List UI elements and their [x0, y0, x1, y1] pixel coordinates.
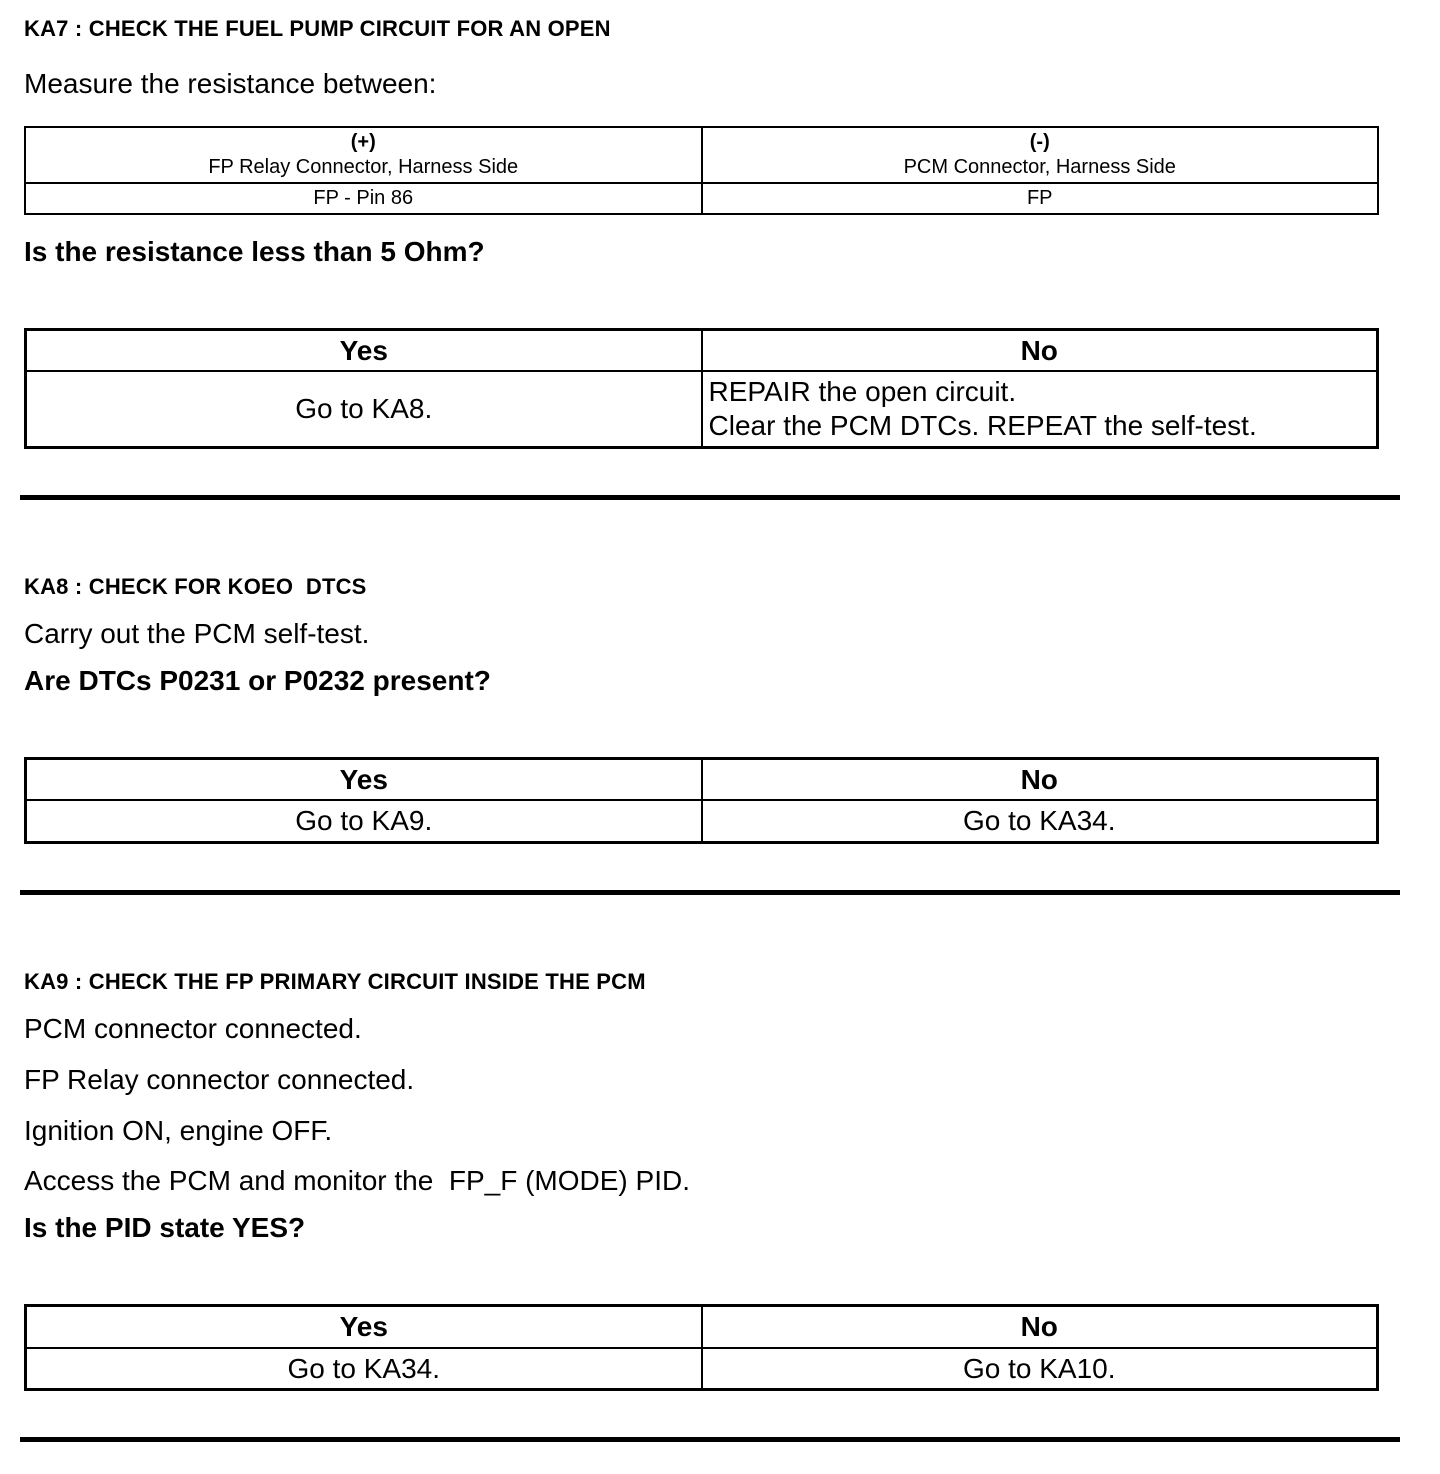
no-header: No — [702, 1306, 1378, 1348]
table-row — [25, 183, 1378, 214]
table-row — [26, 758, 1378, 800]
table-row — [26, 329, 1378, 371]
instruction-text: FP Relay connector connected. — [24, 1063, 415, 1095]
table-row — [26, 1348, 1378, 1390]
yes-action: Go to KA8. — [26, 371, 702, 447]
connector-label: PCM Connector, Harness Side — [903, 156, 1176, 179]
no-action-line: Clear the PCM DTCs. REPEAT the self-test. — [708, 410, 1257, 442]
no-action: Go to KA10. — [702, 1348, 1378, 1390]
measurement-table — [24, 126, 1379, 215]
measurement-pin-negative: FP — [702, 183, 1379, 214]
measurement-header-negative — [702, 127, 1379, 183]
decision-table — [24, 328, 1379, 449]
yes-header: Yes — [26, 1306, 702, 1348]
section-divider — [20, 495, 1400, 500]
measurement-header-positive — [25, 127, 702, 183]
instruction-text: Carry out the PCM self-test. — [24, 617, 370, 649]
instruction-text: Measure the resistance between: — [24, 68, 437, 100]
section-divider — [20, 1437, 1400, 1442]
table-row — [25, 127, 1378, 183]
section-title: KA9 : CHECK THE FP PRIMARY CIRCUIT INSIDE THE PCM — [24, 968, 646, 994]
no-action — [702, 371, 1378, 447]
yes-action: Go to KA9. — [26, 800, 702, 842]
instruction-text: Ignition ON, engine OFF. — [24, 1114, 333, 1146]
section-divider — [20, 890, 1400, 895]
no-header: No — [702, 758, 1378, 800]
section-title: KA7 : CHECK THE FUEL PUMP CIRCUIT FOR AN OPEN — [24, 16, 611, 41]
table-row — [26, 1306, 1378, 1348]
question-text: Are DTCs P0231 or P0232 present? — [24, 664, 491, 696]
section-ka9 — [24, 969, 1414, 1442]
polarity-label: (-) — [1029, 131, 1050, 154]
yes-action: Go to KA34. — [26, 1348, 702, 1390]
section-ka7 — [24, 16, 1414, 500]
question-text: Is the PID state YES? — [24, 1212, 306, 1244]
section-ka8 — [24, 574, 1414, 895]
section-title: KA8 : CHECK FOR KOEO DTCS — [24, 573, 367, 599]
connector-label: FP Relay Connector, Harness Side — [208, 156, 519, 179]
no-header: No — [702, 329, 1378, 371]
table-row — [26, 800, 1378, 842]
yes-header: Yes — [26, 758, 702, 800]
decision-table — [24, 757, 1379, 844]
polarity-label: (+) — [350, 131, 376, 154]
decision-table — [24, 1304, 1379, 1391]
yes-header: Yes — [26, 329, 702, 371]
instruction-text: Access the PCM and monitor the FP_F (MODE) PID. — [24, 1165, 690, 1197]
instruction-text: PCM connector connected. — [24, 1013, 362, 1045]
table-row — [26, 371, 1378, 447]
question-text: Is the resistance less than 5 Ohm? — [24, 236, 485, 268]
no-action: Go to KA34. — [702, 800, 1378, 842]
measurement-pin-positive: FP - Pin 86 — [25, 183, 702, 214]
no-action-line: REPAIR the open circuit. — [708, 376, 1017, 408]
